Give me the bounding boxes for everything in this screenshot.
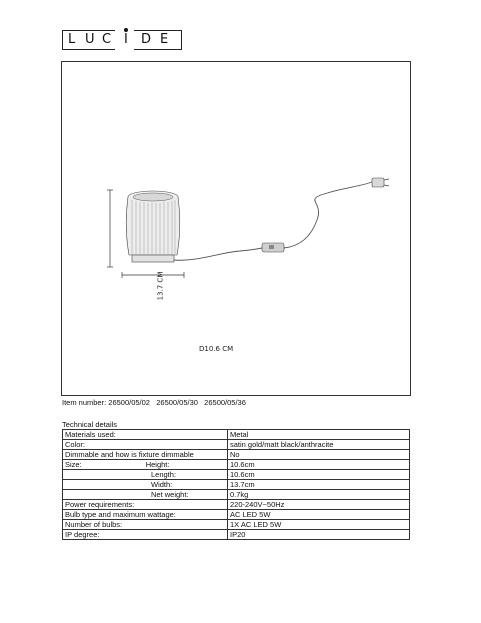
spec-label-text: Bulb type and maximum wattage: (65, 510, 176, 519)
table-row (63, 510, 410, 520)
product-drawing (61, 61, 411, 396)
logo-letter: C (102, 32, 112, 47)
spec-value: IP20 (228, 530, 410, 540)
logo-letter: D (141, 32, 152, 47)
spec-label (63, 450, 228, 460)
spec-label-text: Dimmable and how is fixture dimmable (65, 450, 194, 459)
diameter-dimension-label: D10.6 CM (199, 345, 234, 353)
spec-value: 10.6cm (228, 460, 410, 470)
spec-label (63, 520, 228, 530)
table-row (63, 440, 410, 450)
logo-letter: L (68, 32, 76, 47)
lamp-illustration (62, 62, 412, 397)
table-row (63, 500, 410, 510)
spec-label-text: Color: (65, 440, 86, 449)
logo-letters (62, 30, 182, 50)
spec-value: 13.7cm (228, 480, 410, 490)
spec-value: Metal (228, 430, 410, 440)
spec-label (63, 500, 228, 510)
spec-label-text: IP degree: (65, 530, 100, 539)
spec-sub-label: Length: (151, 470, 177, 479)
table-row (63, 530, 410, 540)
spec-label-text: Materials used: (65, 430, 116, 439)
spec-label (63, 510, 228, 520)
technical-details-table (62, 429, 410, 540)
table-row (63, 460, 410, 470)
spec-sub-label: Net weight: (151, 490, 189, 499)
table-row (63, 470, 410, 480)
spec-value: 10.6cm (228, 470, 410, 480)
spec-label-text: Number of bulbs: (65, 520, 123, 529)
brand-logo (62, 30, 182, 50)
spec-label (63, 470, 228, 480)
logo-letter: I (124, 32, 128, 47)
spec-label (63, 530, 228, 540)
spec-value: No (228, 450, 410, 460)
spec-label (63, 460, 228, 470)
spec-label-text: Size: (65, 460, 82, 469)
spec-label-text: Power requirements: (65, 500, 135, 509)
spec-value: satin gold/matt black/anthracite (228, 440, 410, 450)
item-number: Item number: 26500/05/02 26500/05/30 26500/05/36 (62, 398, 246, 407)
table-row (63, 480, 410, 490)
table-row (63, 430, 410, 440)
spec-sub-label: Height: (145, 460, 170, 469)
logo-letter: U (85, 32, 95, 47)
spec-value: AC LED 5W (228, 510, 410, 520)
table-row (63, 520, 410, 530)
table-row (63, 490, 410, 500)
height-dimension-label: 13.7 CM (156, 271, 165, 301)
technical-details-title: Technical details (62, 420, 118, 429)
table-row (63, 450, 410, 460)
spec-value: 220-240V~50Hz (228, 500, 410, 510)
spec-label (63, 430, 228, 440)
spec-label (63, 480, 228, 490)
spec-sub-label: Width: (151, 480, 173, 489)
spec-label (63, 490, 228, 500)
spec-label (63, 440, 228, 450)
spec-value: 0.7kg (228, 490, 410, 500)
spec-value: 1X AC LED 5W (228, 520, 410, 530)
logo-letter: E (160, 32, 169, 47)
